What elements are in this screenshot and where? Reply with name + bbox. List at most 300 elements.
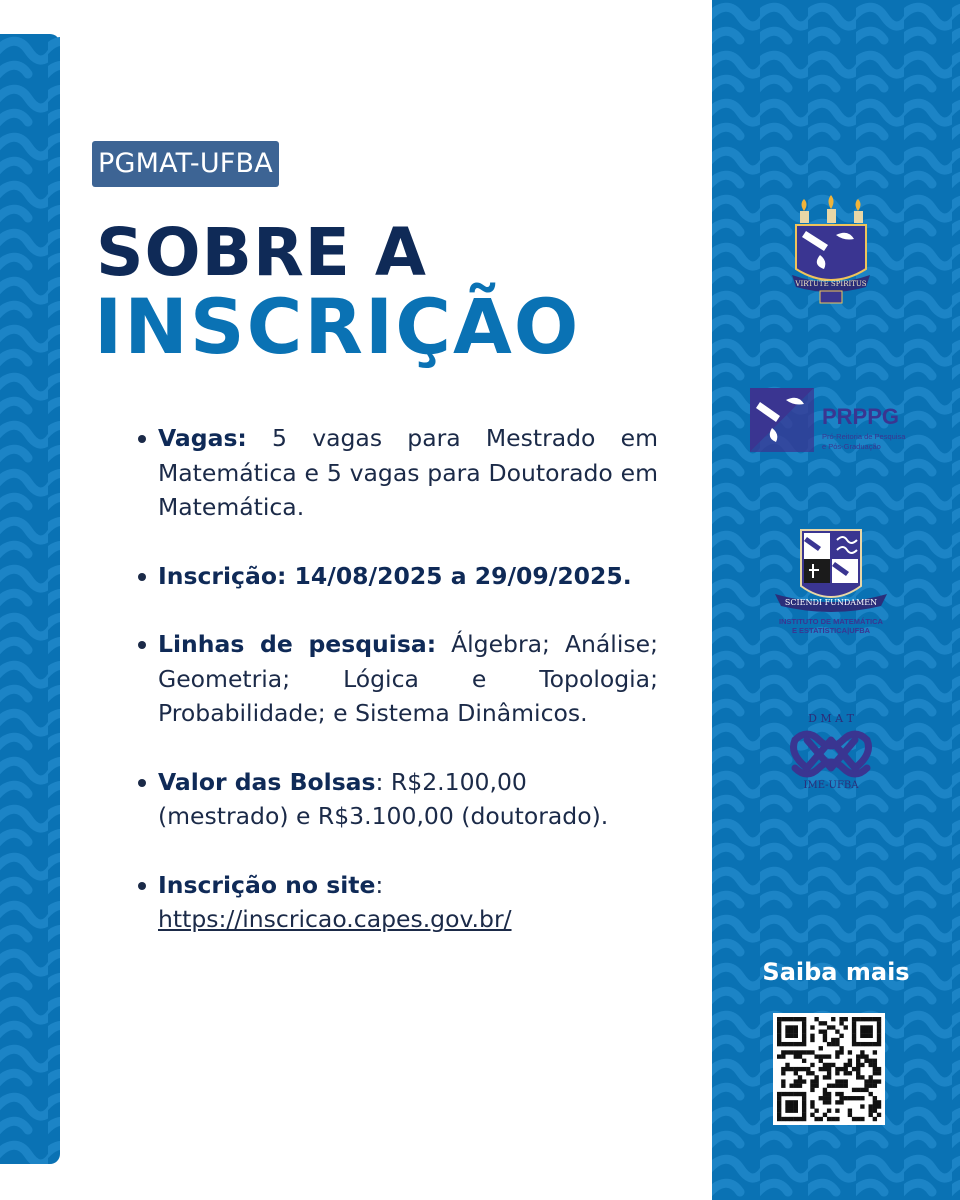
qr-module <box>839 1092 843 1096</box>
qr-module <box>873 1067 877 1071</box>
qr-module <box>785 1109 789 1113</box>
qr-module <box>839 1046 843 1050</box>
qr-module <box>789 1100 793 1104</box>
qr-module <box>860 1029 864 1033</box>
qr-code-icon[interactable] <box>773 1013 885 1125</box>
qr-module <box>856 1088 860 1092</box>
qr-module <box>839 1021 843 1025</box>
qr-module <box>869 1092 873 1096</box>
qr-module <box>823 1054 827 1058</box>
qr-module <box>856 1117 860 1121</box>
qr-module <box>835 1100 839 1104</box>
qr-module <box>835 1084 839 1088</box>
qr-module <box>794 1071 798 1075</box>
qr-module <box>835 1092 839 1096</box>
qr-module <box>831 1084 835 1088</box>
qr-module <box>823 1034 827 1038</box>
qr-module <box>823 1067 827 1071</box>
qr-module <box>873 1117 877 1121</box>
qr-module <box>789 1092 793 1096</box>
qr-module <box>802 1092 806 1096</box>
qr-module <box>877 1071 881 1075</box>
qr-module <box>789 1109 793 1113</box>
left-accent-bar <box>0 34 60 1164</box>
qr-module <box>814 1075 818 1079</box>
qr-module <box>777 1017 781 1021</box>
qr-module <box>864 1029 868 1033</box>
qr-module <box>831 1025 835 1029</box>
qr-module <box>777 1092 781 1096</box>
qr-module <box>852 1034 856 1038</box>
qr-module <box>869 1059 873 1063</box>
qr-module <box>810 1038 814 1042</box>
qr-module <box>823 1021 827 1025</box>
qr-module <box>852 1088 856 1092</box>
qr-module <box>839 1067 843 1071</box>
qr-module <box>864 1059 868 1063</box>
qr-module <box>810 1088 814 1092</box>
qr-module <box>848 1050 852 1054</box>
qr-module <box>877 1079 881 1083</box>
qr-module <box>806 1050 810 1054</box>
dmat-top: D M A T <box>808 712 854 725</box>
qr-module <box>869 1113 873 1117</box>
qr-module <box>844 1017 848 1021</box>
wave-pattern-left <box>0 34 60 1164</box>
qr-module <box>852 1117 856 1121</box>
ime-crest-icon <box>771 528 891 636</box>
qr-module <box>877 1067 881 1071</box>
qr-module <box>789 1029 793 1033</box>
qr-module <box>814 1084 818 1088</box>
qr-module <box>869 1079 873 1083</box>
qr-module <box>802 1096 806 1100</box>
qr-module <box>798 1050 802 1054</box>
qr-module <box>819 1021 823 1025</box>
qr-module <box>860 1104 864 1108</box>
qr-module <box>806 1071 810 1075</box>
qr-module <box>844 1025 848 1029</box>
qr-module <box>844 1063 848 1067</box>
qr-module <box>848 1071 852 1075</box>
qr-module <box>852 1038 856 1042</box>
qr-module <box>827 1025 831 1029</box>
qr-module <box>777 1113 781 1117</box>
qr-module <box>848 1063 852 1067</box>
qr-module <box>869 1034 873 1038</box>
qr-module <box>794 1029 798 1033</box>
qr-module <box>810 1063 814 1067</box>
qr-module <box>827 1075 831 1079</box>
qr-module <box>819 1054 823 1058</box>
qr-module <box>877 1042 881 1046</box>
qr-module <box>785 1067 789 1071</box>
qr-module <box>852 1067 856 1071</box>
qr-module <box>827 1042 831 1046</box>
qr-module <box>839 1100 843 1104</box>
qr-module <box>835 1054 839 1058</box>
qr-module <box>777 1021 781 1025</box>
qr-module <box>860 1025 864 1029</box>
qr-module <box>802 1042 806 1046</box>
qr-module <box>839 1096 843 1100</box>
qr-module <box>827 1100 831 1104</box>
qr-module <box>789 1042 793 1046</box>
qr-module <box>781 1084 785 1088</box>
qr-module <box>827 1084 831 1088</box>
qr-module <box>864 1042 868 1046</box>
qr-module <box>785 1025 789 1029</box>
item-label: Inscrição: 14/08/2025 a 29/09/2025. <box>158 561 632 590</box>
program-tag: PGMAT-UFBA <box>92 141 279 187</box>
list-item-site <box>158 868 658 937</box>
qr-module <box>848 1109 852 1113</box>
qr-module <box>789 1034 793 1038</box>
qr-module <box>877 1029 881 1033</box>
prppg-logo-icon <box>750 388 920 454</box>
qr-module <box>802 1029 806 1033</box>
qr-module <box>873 1079 877 1083</box>
qr-module <box>785 1050 789 1054</box>
qr-module <box>810 1100 814 1104</box>
qr-module <box>810 1025 814 1029</box>
qr-module <box>848 1113 852 1117</box>
qr-module <box>789 1104 793 1108</box>
qr-module <box>789 1017 793 1021</box>
qr-module <box>869 1029 873 1033</box>
qr-module <box>794 1054 798 1058</box>
qr-module <box>802 1100 806 1104</box>
qr-module <box>864 1088 868 1092</box>
qr-module <box>777 1117 781 1121</box>
qr-module <box>798 1092 802 1096</box>
qr-module <box>794 1079 798 1083</box>
qr-module <box>864 1017 868 1021</box>
qr-module <box>856 1071 860 1075</box>
qr-module <box>794 1067 798 1071</box>
qr-module <box>827 1096 831 1100</box>
qr-module <box>785 1092 789 1096</box>
qr-module <box>852 1021 856 1025</box>
qr-module <box>810 1034 814 1038</box>
qr-module <box>835 1071 839 1075</box>
qr-module <box>777 1100 781 1104</box>
qr-module <box>856 1054 860 1058</box>
qr-module <box>794 1109 798 1113</box>
qr-module <box>794 1025 798 1029</box>
qr-module <box>785 1042 789 1046</box>
qr-module <box>794 1034 798 1038</box>
qr-module <box>860 1063 864 1067</box>
qr-module <box>798 1067 802 1071</box>
qr-module <box>869 1075 873 1079</box>
qr-module <box>860 1034 864 1038</box>
qr-module <box>777 1054 781 1058</box>
qr-module <box>802 1025 806 1029</box>
qr-module <box>802 1117 806 1121</box>
qr-module <box>814 1017 818 1021</box>
qr-module <box>810 1071 814 1075</box>
qr-module <box>877 1113 881 1117</box>
qr-module <box>864 1079 868 1083</box>
qr-module <box>839 1050 843 1054</box>
qr-module <box>789 1050 793 1054</box>
qr-module <box>798 1075 802 1079</box>
qr-module <box>789 1025 793 1029</box>
qr-module <box>827 1071 831 1075</box>
qr-module <box>877 1017 881 1021</box>
qr-module <box>819 1067 823 1071</box>
qr-module <box>877 1034 881 1038</box>
qr-module <box>802 1050 806 1054</box>
qr-module <box>794 1092 798 1096</box>
qr-module <box>785 1117 789 1121</box>
qr-module <box>781 1079 785 1083</box>
ufba-crest-icon <box>790 195 872 311</box>
item-text: : R$2.100,00 (mestrado) e R$3.100,00 (doutorado). <box>158 767 609 830</box>
qr-module <box>844 1071 848 1075</box>
qr-module <box>835 1117 839 1121</box>
qr-module <box>827 1109 831 1113</box>
qr-module <box>781 1071 785 1075</box>
qr-module <box>860 1054 864 1058</box>
qr-module <box>781 1017 785 1021</box>
qr-module <box>877 1104 881 1108</box>
qr-module <box>869 1109 873 1113</box>
qr-module <box>852 1096 856 1100</box>
qr-module <box>802 1038 806 1042</box>
item-text: 5 vagas para Mestrado em Matemática e 5 vagas para Doutorado em Matemática. <box>158 424 658 521</box>
item-label: Valor das Bolsas <box>158 767 376 796</box>
qr-module <box>860 1096 864 1100</box>
qr-module <box>864 1084 868 1088</box>
qr-module <box>831 1117 835 1121</box>
qr-module <box>806 1067 810 1071</box>
qr-module <box>798 1079 802 1083</box>
qr-module <box>835 1042 839 1046</box>
list-item-bolsas <box>158 765 658 834</box>
qr-module <box>844 1079 848 1083</box>
info-list <box>158 421 658 971</box>
qr-module <box>823 1075 827 1079</box>
qr-module <box>823 1096 827 1100</box>
page-title-line1: SOBRE A <box>96 214 427 291</box>
item-label: Inscrição no site <box>158 870 376 899</box>
qr-module <box>794 1084 798 1088</box>
qr-module <box>835 1109 839 1113</box>
qr-module <box>873 1050 877 1054</box>
qr-module <box>856 1063 860 1067</box>
qr-module <box>835 1079 839 1083</box>
qr-module <box>823 1113 827 1117</box>
qr-module <box>798 1042 802 1046</box>
qr-module <box>873 1071 877 1075</box>
item-label: Vagas: <box>158 424 247 452</box>
qr-module <box>794 1042 798 1046</box>
qr-module <box>839 1034 843 1038</box>
qr-module <box>856 1067 860 1071</box>
qr-module <box>831 1017 835 1021</box>
qr-module <box>810 1050 814 1054</box>
qr-module <box>794 1050 798 1054</box>
qr-module <box>777 1029 781 1033</box>
prppg-subtitle-1: Pró-Reitoria de Pesquisa <box>822 432 906 441</box>
qr-module <box>856 1017 860 1021</box>
ime-subtitle-2: E ESTATÍSTICA|UFBA <box>791 626 871 635</box>
qr-module <box>844 1084 848 1088</box>
qr-module <box>873 1042 877 1046</box>
qr-module <box>839 1084 843 1088</box>
qr-module <box>785 1017 789 1021</box>
qr-module <box>798 1017 802 1021</box>
qr-module <box>827 1063 831 1067</box>
qr-module <box>785 1063 789 1067</box>
qr-module <box>794 1117 798 1121</box>
registration-link[interactable]: https://inscricao.capes.gov.br/ <box>158 905 512 933</box>
qr-module <box>823 1029 827 1033</box>
qr-module <box>819 1046 823 1050</box>
qr-module <box>810 1084 814 1088</box>
item-text: Álgebra; Análise; Geometria; Lógica e Topologia; Probabilidade; e Sistema Dinâmicos. <box>158 630 658 727</box>
qr-module <box>873 1017 877 1021</box>
qr-module <box>873 1084 877 1088</box>
qr-module <box>873 1100 877 1104</box>
qr-module <box>794 1104 798 1108</box>
qr-module <box>860 1017 864 1021</box>
qr-module <box>860 1117 864 1121</box>
ime-motto: SCIENDI FUNDAMEN <box>784 598 878 607</box>
qr-module <box>794 1017 798 1021</box>
qr-module <box>823 1063 827 1067</box>
qr-module <box>785 1100 789 1104</box>
qr-module <box>789 1117 793 1121</box>
list-item-linhas <box>158 627 658 731</box>
qr-module <box>869 1025 873 1029</box>
list-item-inscricao-dates <box>158 559 658 594</box>
qr-module <box>856 1096 860 1100</box>
qr-module <box>785 1104 789 1108</box>
qr-module <box>852 1042 856 1046</box>
qr-module <box>785 1029 789 1033</box>
qr-module <box>814 1054 818 1058</box>
qr-module <box>848 1096 852 1100</box>
qr-module <box>789 1067 793 1071</box>
qr-module <box>835 1038 839 1042</box>
page-title-line2: INSCRIÇÃO <box>94 282 581 371</box>
qr-module <box>810 1113 814 1117</box>
qr-module <box>802 1059 806 1063</box>
qr-module <box>781 1117 785 1121</box>
qr-module <box>873 1104 877 1108</box>
qr-module <box>835 1067 839 1071</box>
qr-module <box>852 1017 856 1021</box>
dmat-knot-icon <box>783 710 879 790</box>
qr-module <box>802 1017 806 1021</box>
qr-module <box>877 1100 881 1104</box>
qr-module <box>860 1042 864 1046</box>
qr-module <box>819 1029 823 1033</box>
qr-module <box>781 1050 785 1054</box>
qr-module <box>802 1021 806 1025</box>
qr-module <box>831 1063 835 1067</box>
qr-module <box>823 1088 827 1092</box>
qr-module <box>777 1034 781 1038</box>
qr-module <box>781 1092 785 1096</box>
qr-module <box>781 1067 785 1071</box>
qr-module <box>785 1034 789 1038</box>
qr-module <box>852 1029 856 1033</box>
qr-module <box>814 1109 818 1113</box>
qr-module <box>802 1034 806 1038</box>
qr-heading: Saiba mais <box>762 958 910 986</box>
qr-module <box>852 1025 856 1029</box>
qr-module <box>814 1117 818 1121</box>
qr-module <box>819 1096 823 1100</box>
qr-module <box>835 1029 839 1033</box>
qr-module <box>831 1042 835 1046</box>
qr-module <box>802 1104 806 1108</box>
qr-module <box>877 1025 881 1029</box>
qr-module <box>860 1075 864 1079</box>
qr-module <box>810 1104 814 1108</box>
qr-module <box>802 1113 806 1117</box>
qr-module <box>789 1084 793 1088</box>
list-item-vagas <box>158 421 658 525</box>
qr-module <box>873 1059 877 1063</box>
prppg-name: PRPPG <box>822 404 900 429</box>
qr-module <box>802 1109 806 1113</box>
qr-module <box>873 1063 877 1067</box>
qr-module <box>873 1096 877 1100</box>
qr-module <box>835 1050 839 1054</box>
qr-module <box>798 1054 802 1058</box>
qr-module <box>869 1042 873 1046</box>
qr-module <box>777 1042 781 1046</box>
qr-module <box>869 1063 873 1067</box>
qr-module <box>864 1025 868 1029</box>
qr-module <box>777 1109 781 1113</box>
qr-module <box>860 1050 864 1054</box>
qr-module <box>873 1109 877 1113</box>
qr-module <box>827 1067 831 1071</box>
qr-module <box>844 1096 848 1100</box>
qr-module <box>831 1038 835 1042</box>
qr-module <box>877 1021 881 1025</box>
qr-module <box>798 1117 802 1121</box>
qr-module <box>856 1075 860 1079</box>
qr-module <box>802 1079 806 1083</box>
qr-module <box>777 1025 781 1029</box>
qr-module <box>864 1034 868 1038</box>
qr-module <box>777 1038 781 1042</box>
qr-module <box>869 1104 873 1108</box>
dmat-bottom: IME-UFBA <box>803 780 859 790</box>
qr-module <box>819 1059 823 1063</box>
ufba-motto: VIRTUTE SPIRITUS <box>795 280 867 288</box>
qr-module <box>819 1117 823 1121</box>
qr-module <box>856 1042 860 1046</box>
qr-module <box>848 1059 852 1063</box>
qr-module <box>869 1084 873 1088</box>
qr-module <box>781 1054 785 1058</box>
qr-module <box>802 1067 806 1071</box>
qr-module <box>827 1117 831 1121</box>
qr-module <box>869 1017 873 1021</box>
qr-module <box>823 1092 827 1096</box>
qr-module <box>823 1038 827 1042</box>
qr-module <box>781 1042 785 1046</box>
qr-module <box>860 1088 864 1092</box>
